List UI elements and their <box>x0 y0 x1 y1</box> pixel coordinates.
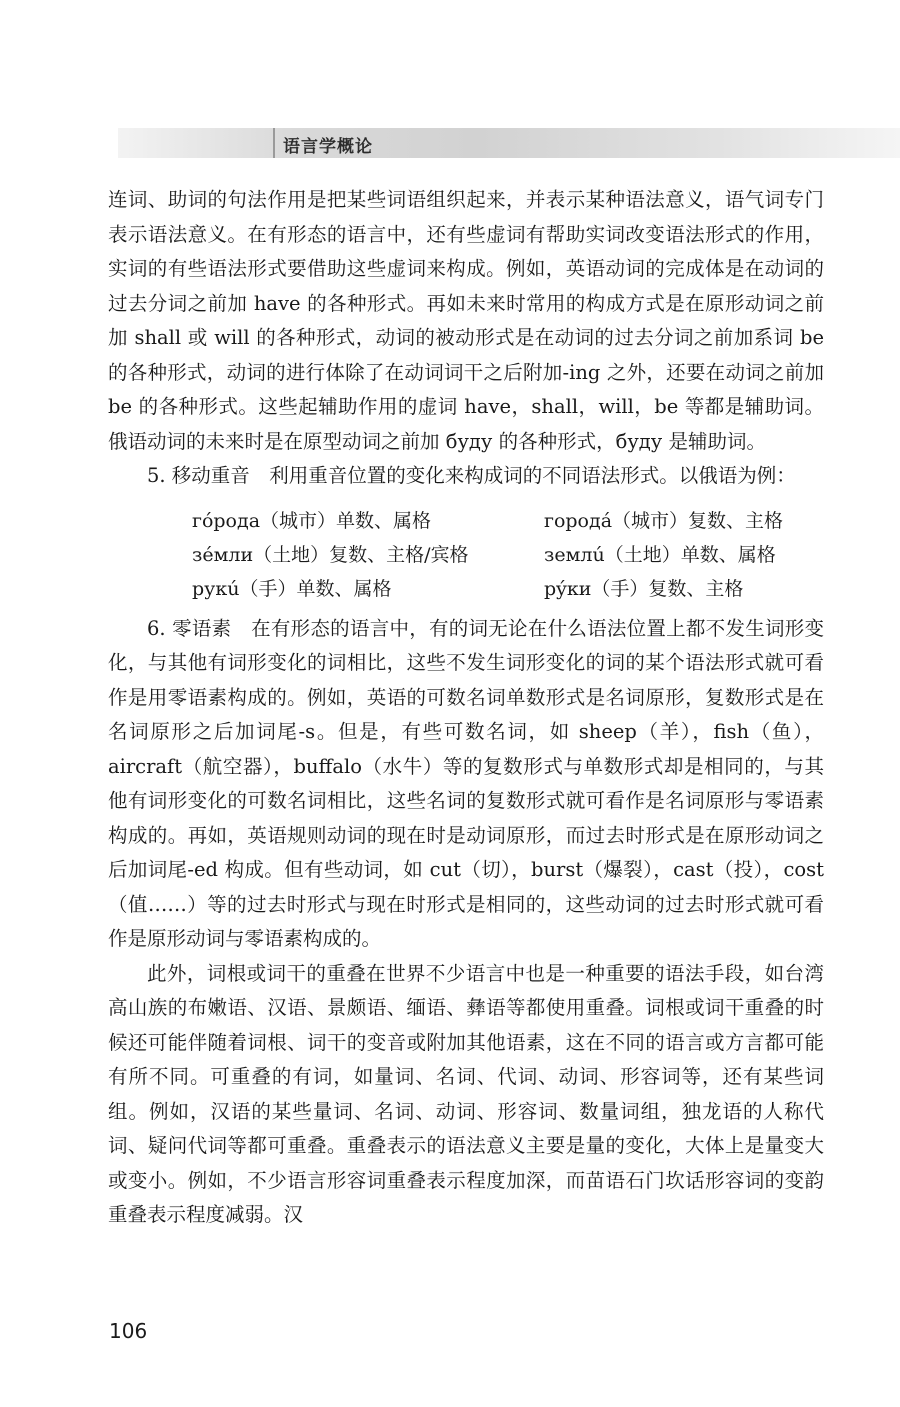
example-row <box>192 504 802 538</box>
paragraph-stress-shift: 5. 移动重音 利用重音位置的变化来构成词的不同语法形式。以俄语为例： <box>147 464 796 487</box>
example-singular: гóрода（城市）单数、属格 <box>192 509 432 532</box>
example-row <box>192 538 802 572</box>
paragraph-reduplication: 此外，词根或词干的重叠在世界不少语言中也是一种重要的语法手段，如台湾高山族的布嫩语、汉语、景颇语、缅语、彝语等都使用重叠。词根或词干重叠的时候还可能伴随着词根、词干的变音或附加其他语素，这在不同的语言或方言都可能有所不同。可重叠的有词，如量词、名词、代词、动词、形容词等，还有某些词组。例如，汉语的某些量词、名词、动词、形容词、数量词组，独龙语的人称代词、疑问代词等都可重叠。重叠表示的语法意义主要是量的变化，大体上是量变大或变小。例如，不少语言形容词重叠表示程度加深，而苗语石门坎话形容词的变韵重叠表示程度减弱。汉 <box>108 961 824 1226</box>
russian-examples-table <box>192 504 802 606</box>
example-singular: рукú（手）单数、属格 <box>192 577 392 600</box>
paragraph-zero-morpheme: 6. 零语素 在有形态的语言中，有的词无论在什么语法位置上都不发生词形变化，与其他有词形变化的词相比，这些不发生词形变化的词的某个语法形式就可看作是用零语素构成的。例如，英语的可数名词单数形式是名词原形，复数形式是在名词原形之后加词尾-s。但是，有些可数名词，如 sheep（羊），fish（鱼），aircraft（航空器），buffalo（水牛）等的复数形式与单数形式却是相同的，与其他有词形变化的可数名词相比，这些名词的复数形式就可看作是名词原形与零语素构成的。再如，英语规则动词的现在时是动词原形，而过去时形式是在原形动词之后加词尾-ed 构成。但有些动词，如 cut（切），burst（爆裂），cast（投），cost（值……）等的过去时形式与现在时形式是相同的，这些动词的过去时形式就可看作是原形动词与零语素构成的。 <box>108 616 824 950</box>
example-plural: рýки（手）复数、主格 <box>544 577 744 600</box>
example-plural: городá（城市）复数、主格 <box>544 509 784 532</box>
example-row <box>192 572 802 606</box>
paragraph-function-words: 连词、助词的句法作用是把某些词语组织起来，并表示某种语法意义，语气词专门表示语法意义。在有形态的语言中，还有些虚词有帮助实词改变语法形式的作用，实词的有些语法形式要借助这些虚词来构成。例如，英语动词的完成体是在动词的过去分词之前加 have 的各种形式。再如未来时常用的构成方式是在原形动词之前加 shall 或 will 的各种形式，动词的被动形式是在动词的过去分词之前加系词 be 的各种形式，动词的进行体除了在动词词干之后附加-ing 之外，还要在动词之前加 be 的各种形式。这些起辅助作用的虚词 have，shall，will，be 等都是辅助词。俄语动词的未来时是在原型动词之前加 буду 的各种形式，буду 是辅助词。 <box>108 188 824 453</box>
example-plural: землú（土地）单数、属格 <box>544 543 776 566</box>
example-singular: зéмли（土地）复数、主格/宾格 <box>192 543 469 566</box>
page-number: 106 <box>109 1319 148 1343</box>
page-body <box>108 183 824 1233</box>
running-header-band <box>118 128 900 158</box>
running-header-title: 语言学概论 <box>283 137 373 157</box>
